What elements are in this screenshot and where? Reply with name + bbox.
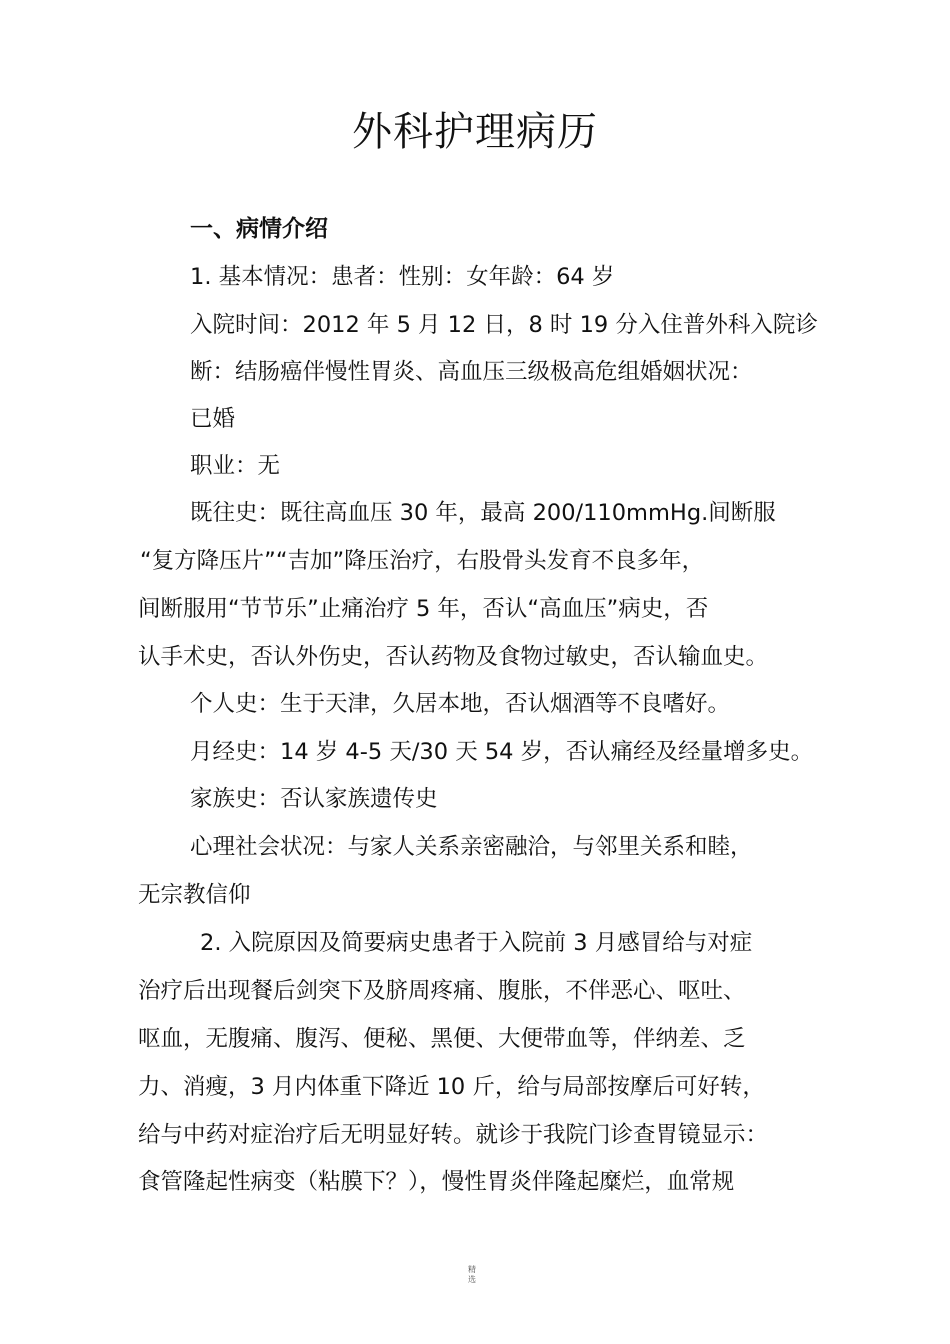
text-line: 入院时间：2012 年 5 月 12 日，8 时 19 分入住普外科入院诊: [190, 312, 818, 338]
text-line: 已婚: [190, 406, 236, 432]
page-title: 外科护理病历: [352, 109, 598, 155]
text-line: 间断服用“节节乐”止痛治疗 5 年，否认“高血压”病史，否: [138, 596, 709, 622]
section-heading: 一、病情介绍: [190, 216, 328, 242]
text-line: 断：结肠癌伴慢性胃炎、高血压三级极高危组婚姻状况：: [190, 359, 753, 385]
text-line: 1. 基本情况：患者：性别：女年龄：64 岁: [190, 264, 615, 290]
text-line: 2. 入院原因及简要病史患者于入院前 3 月感冒给与对症: [200, 930, 753, 956]
text-line: 既往史：既往高血压 30 年，最高 200/110mmHg.间断服: [190, 500, 776, 526]
text-line: 食管隆起性病变（粘膜下？），慢性胃炎伴隆起糜烂，血常规: [138, 1169, 735, 1195]
text-line: 个人史：生于天津，久居本地，否认烟酒等不良嗜好。: [190, 691, 731, 717]
text-line: 治疗后出现餐后剑突下及脐周疼痛、腹胀，不伴恶心、呕吐、: [138, 978, 746, 1004]
text-line: 力、消瘦，3 月内体重下降近 10 斤，给与局部按摩后可好转，: [138, 1074, 765, 1100]
footer-mark: 精选: [468, 1265, 476, 1284]
text-line: 给与中药对症治疗后无明显好转。就诊于我院门诊查胃镜显示：: [138, 1122, 769, 1148]
text-line: 无宗教信仰: [138, 882, 251, 908]
text-line: 呕血，无腹痛、腹泻、便秘、黑便、大便带血等，伴纳差、乏: [138, 1026, 746, 1052]
text-line: 认手术史，否认外伤史，否认药物及食物过敏史，否认输血史。: [138, 644, 769, 670]
text-line: 职业：无: [190, 453, 281, 479]
text-line: 家族史：否认家族遗传史: [190, 786, 438, 812]
text-line: 心理社会状况：与家人关系亲密融洽，与邻里关系和睦，: [190, 834, 753, 860]
text-line: “复方降压片”“吉加”降压治疗，右股骨头发育不良多年，: [140, 548, 705, 574]
text-line: 月经史：14 岁 4-5 天/30 天 54 岁，否认痛经及经量增多史。: [190, 739, 814, 765]
